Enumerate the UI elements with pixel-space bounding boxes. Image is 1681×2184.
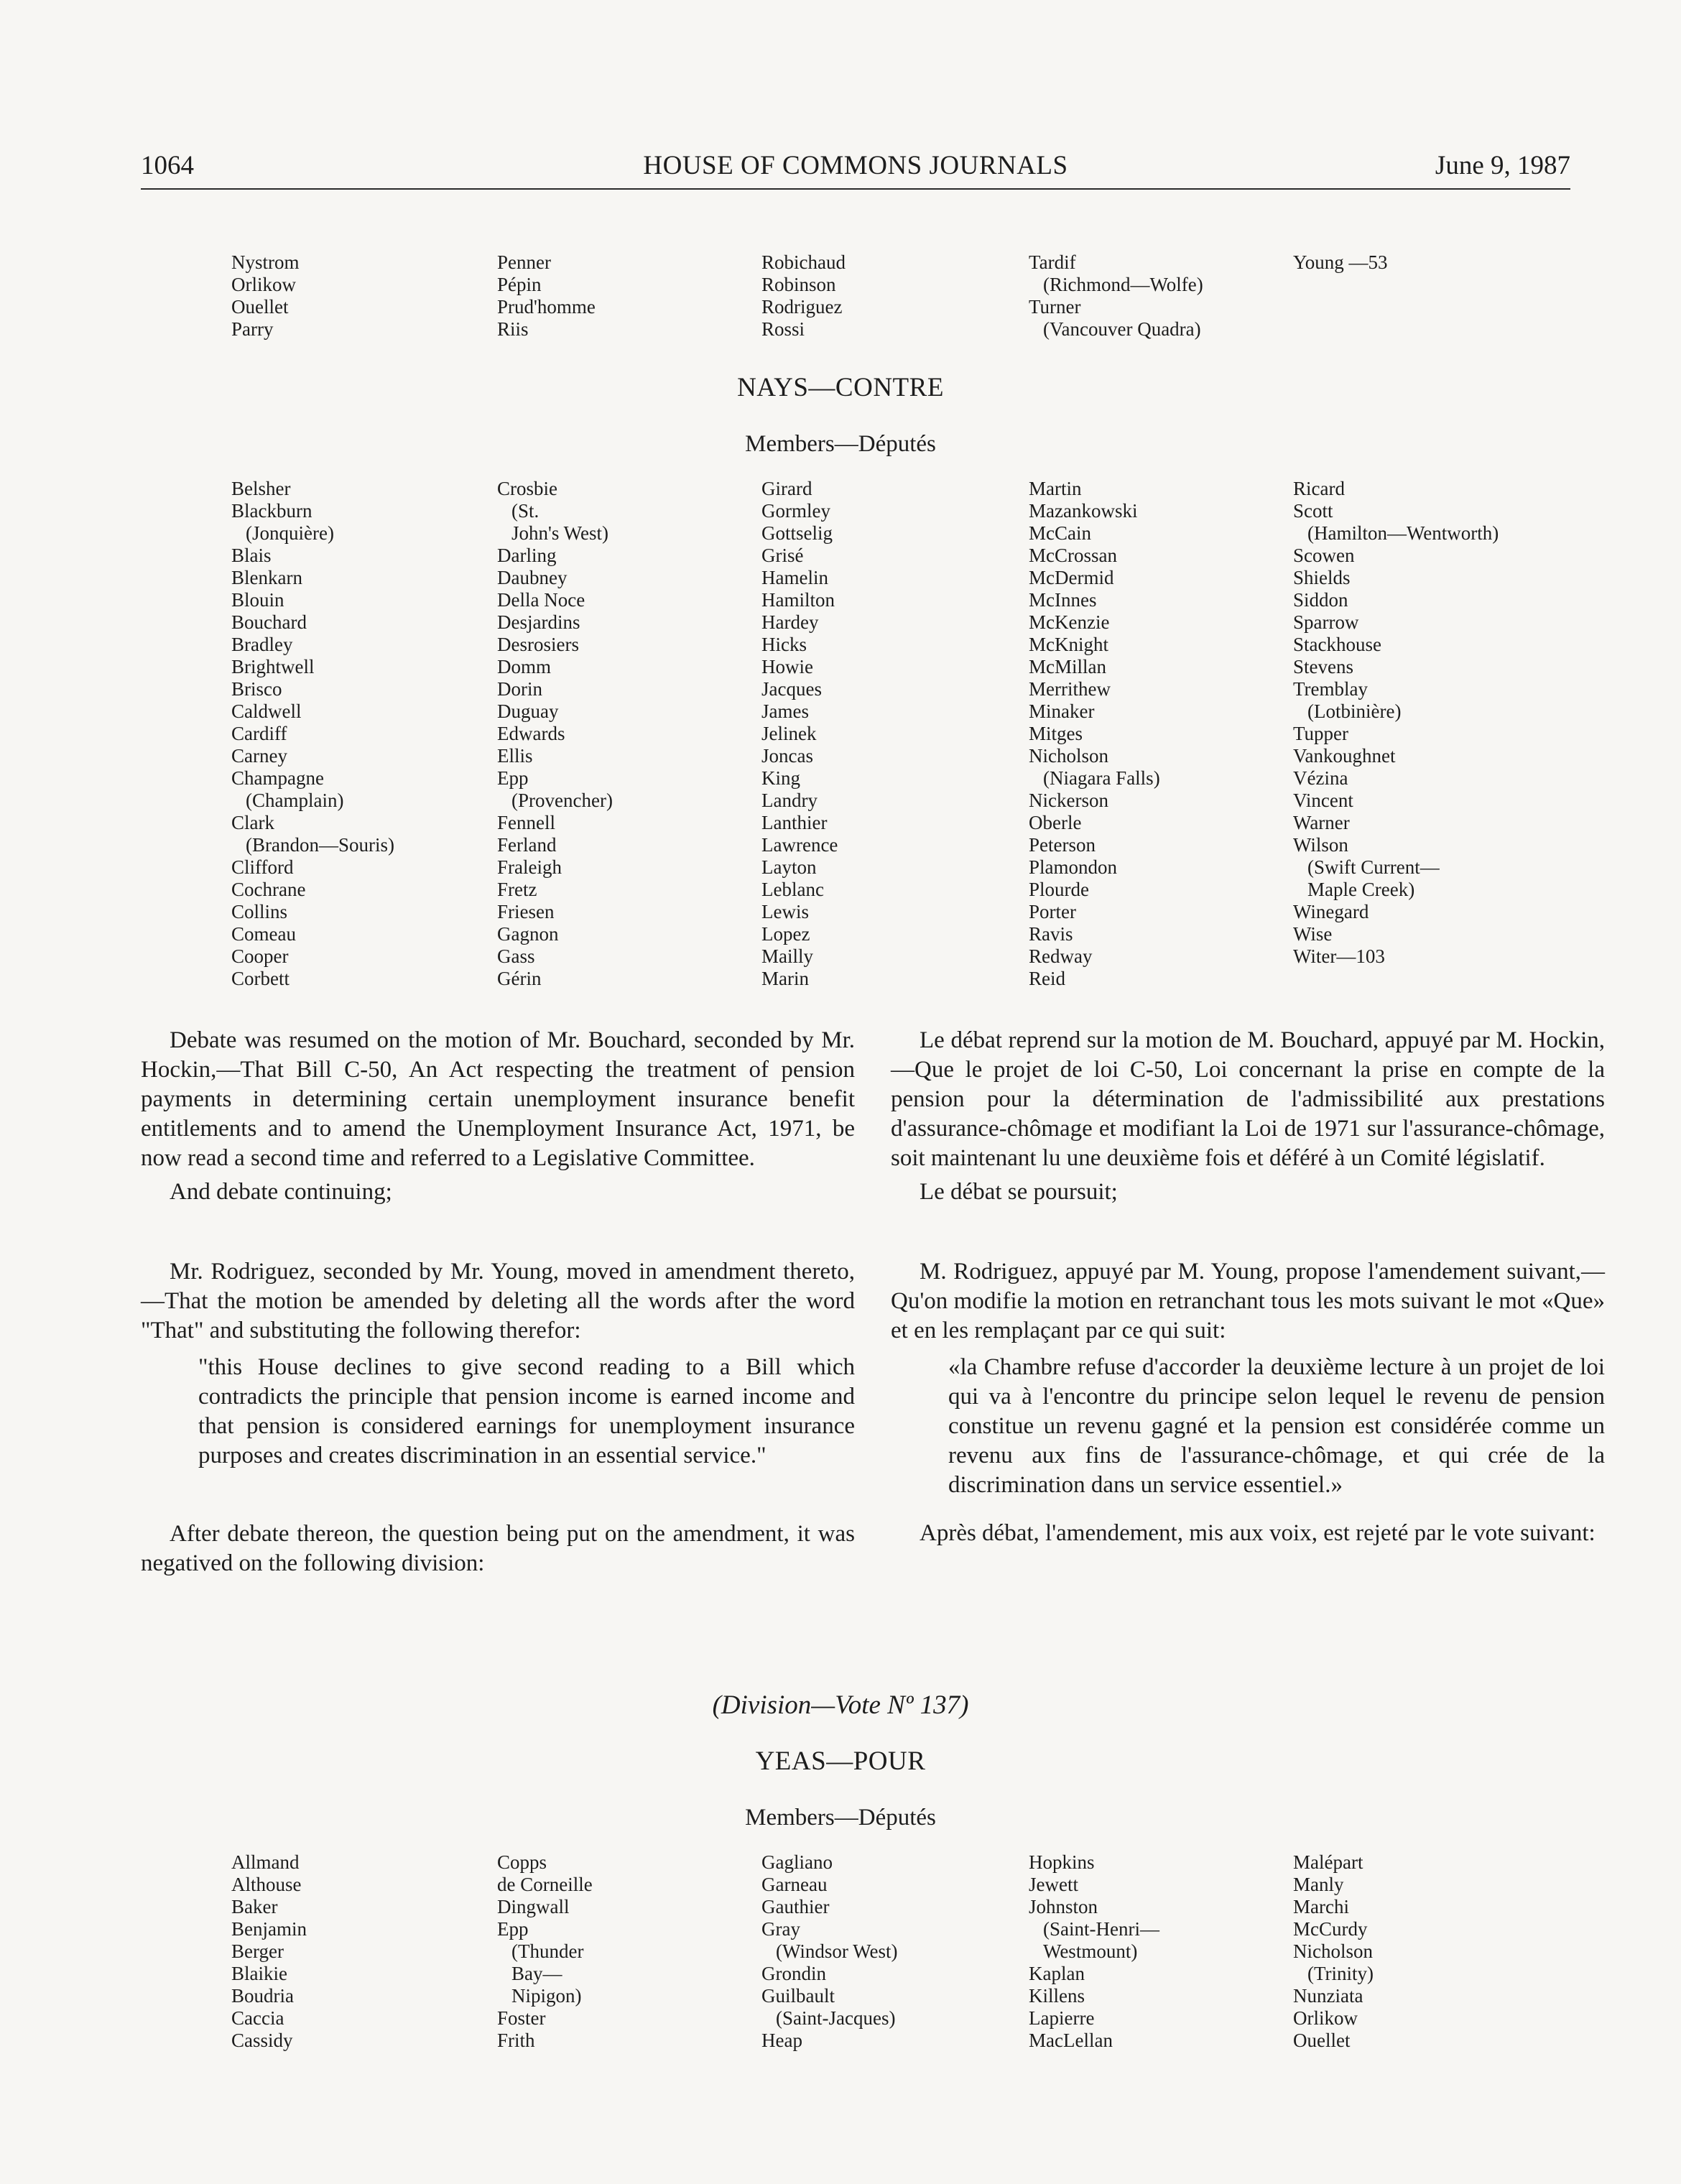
member-name: Manly	[1293, 1874, 1344, 1895]
member-name: Turner	[1029, 296, 1081, 318]
member-name: Killens	[1029, 1985, 1085, 2007]
member-name: Shields	[1293, 567, 1351, 588]
member-name: de Corneille	[497, 1874, 593, 1895]
member-column	[1293, 478, 1499, 968]
member-name: (Champlain)	[246, 790, 344, 811]
member-name: Champagne	[231, 767, 324, 789]
member-name: Orlikow	[231, 274, 296, 295]
member-name: Winegard	[1293, 901, 1369, 922]
member-name: Lewis	[761, 901, 809, 922]
member-name: Leblanc	[761, 879, 824, 900]
member-name: Mazankowski	[1029, 500, 1138, 522]
member-name: Brisco	[231, 678, 282, 700]
member-name: Oberle	[1029, 812, 1082, 833]
member-name: Rodriguez	[761, 296, 843, 318]
member-name: Nicholson	[1029, 745, 1108, 767]
member-name: Bradley	[231, 634, 293, 655]
member-name: Lopez	[761, 923, 810, 945]
member-name: (Niagara Falls)	[1043, 767, 1160, 789]
yeas-subheading: Members—Députés	[745, 1805, 936, 1831]
member-column	[497, 251, 596, 341]
member-name: Hamelin	[761, 567, 828, 588]
member-name: Cochrane	[231, 879, 306, 900]
member-name: Tupper	[1293, 723, 1349, 744]
member-name: Parry	[231, 318, 274, 340]
member-name: Ravis	[1029, 923, 1073, 945]
member-name: Dorin	[497, 678, 542, 700]
member-name: Gagnon	[497, 923, 559, 945]
member-name: Jelinek	[761, 723, 817, 744]
member-name: Nipigon)	[511, 1985, 582, 2007]
member-name: Reid	[1029, 968, 1065, 989]
member-name: Lawrence	[761, 834, 838, 856]
french-debate-resumed: Le débat reprend sur la motion de M. Bouchard, appuyé par M. Hockin,—Que le projet de loi C-50, Loi concernant la prise en compte de la pension pour la détermination de l'admissibilité aux prestations d'assurance-chômage et modifiant la Loi de 1971 sur l'assurance-chômage, soit maintenant lu une deuxième fois et déféré à un Comité législatif.	[891, 1027, 1605, 1171]
member-name: Corbett	[231, 968, 290, 989]
member-name: Crosbie	[497, 478, 557, 499]
member-name: Cassidy	[231, 2030, 293, 2051]
member-name: Bay—	[511, 1963, 562, 1984]
member-name: Joncas	[761, 745, 813, 767]
journal-date: June 9, 1987	[1435, 151, 1570, 180]
member-name: Ricard	[1293, 478, 1345, 499]
member-name: Blackburn	[231, 500, 312, 522]
member-name: Mailly	[761, 945, 813, 967]
member-name: Hopkins	[1029, 1851, 1095, 1873]
member-name: Tardif	[1029, 251, 1076, 273]
member-name: Redway	[1029, 945, 1093, 967]
member-name: Dingwall	[497, 1896, 570, 1917]
member-name: Boudria	[231, 1985, 294, 2007]
member-name: Friesen	[497, 901, 555, 922]
member-name: Benjamin	[231, 1918, 307, 1940]
member-name: McCurdy	[1293, 1918, 1368, 1940]
member-name: James	[761, 700, 809, 722]
member-name: Clifford	[231, 856, 294, 878]
member-name: Ellis	[497, 745, 533, 767]
member-name: (Jonquière)	[246, 522, 334, 544]
member-name: Gray	[761, 1918, 800, 1940]
member-name: Siddon	[1293, 589, 1348, 611]
nays-heading: NAYS—CONTRE	[737, 373, 944, 402]
member-name: (Thunder	[511, 1940, 584, 1962]
member-name: McMillan	[1029, 656, 1106, 677]
member-name: Nystrom	[231, 251, 300, 273]
member-name: Nicholson	[1293, 1940, 1373, 1962]
member-name: Plamondon	[1029, 856, 1118, 878]
member-column	[761, 251, 846, 341]
member-name: Lapierre	[1029, 2007, 1095, 2029]
division-heading: (Division—Vote Nº 137)	[712, 1690, 969, 1720]
member-name: Heap	[761, 2030, 802, 2051]
member-name: Rossi	[761, 318, 805, 340]
yeas-heading: YEAS—POUR	[755, 1746, 926, 1776]
member-column	[497, 478, 613, 990]
member-column	[497, 1851, 593, 2052]
member-name: Plourde	[1029, 879, 1089, 900]
member-name: Duguay	[497, 700, 559, 722]
member-name: Robichaud	[761, 251, 846, 273]
member-name: Nunziata	[1293, 1985, 1363, 2007]
member-name: Gass	[497, 945, 535, 967]
member-name: Ouellet	[231, 296, 289, 318]
member-name: Merrithew	[1029, 678, 1111, 700]
member-name: Blouin	[231, 589, 284, 611]
member-name: Bouchard	[231, 611, 307, 633]
member-name: Guilbault	[761, 1985, 835, 2007]
member-column	[761, 478, 838, 990]
member-column	[231, 478, 394, 990]
member-name: Fraleigh	[497, 856, 562, 878]
member-name: (Trinity)	[1307, 1963, 1374, 1984]
member-name: Marin	[761, 968, 809, 989]
member-name: (Brandon—Souris)	[246, 834, 394, 856]
member-name: Baker	[231, 1896, 278, 1917]
member-name: Johnston	[1029, 1896, 1098, 1917]
member-name: Scott	[1293, 500, 1333, 522]
french-amendment-motion: M. Rodriguez, appuyé par M. Young, propose l'amendement suivant,—Qu'on modifie la motion en retranchant tous les mots suivant le mot «Que» et en les remplaçant par ce qui suit:	[891, 1259, 1605, 1343]
member-name: Vézina	[1293, 767, 1348, 789]
member-name: Allmand	[231, 1851, 300, 1873]
member-name: Girard	[761, 478, 812, 499]
member-name: Copps	[497, 1851, 547, 1873]
member-name: Cardiff	[231, 723, 287, 744]
member-name: Jewett	[1029, 1874, 1078, 1895]
member-name: Orlikow	[1293, 2007, 1358, 2029]
member-name: Scowen	[1293, 545, 1355, 566]
member-name: Comeau	[231, 923, 296, 945]
page-header	[141, 148, 1570, 188]
member-name: (Lotbinière)	[1307, 700, 1402, 722]
member-name: Vankoughnet	[1293, 745, 1396, 767]
member-name: Porter	[1029, 901, 1076, 922]
member-name: Peterson	[1029, 834, 1096, 856]
member-name: (Hamilton—Wentworth)	[1307, 522, 1499, 544]
member-name: (Richmond—Wolfe)	[1043, 274, 1203, 295]
member-name: Garneau	[761, 1874, 828, 1895]
member-name: Howie	[761, 656, 813, 677]
member-name: Frith	[497, 2030, 535, 2051]
member-name: Wilson	[1293, 834, 1348, 856]
member-name: John's West)	[511, 522, 608, 544]
header-rule	[141, 188, 1570, 190]
member-name: Fennell	[497, 812, 555, 833]
member-name: Blaikie	[231, 1963, 287, 1984]
member-name: (Saint-Jacques)	[776, 2007, 896, 2029]
member-name: (Vancouver Quadra)	[1043, 318, 1201, 340]
member-name: Epp	[497, 1918, 529, 1940]
member-name: Gauthier	[761, 1896, 830, 1917]
member-name: Grisé	[761, 545, 804, 566]
member-name: Stevens	[1293, 656, 1353, 677]
member-name: Ferland	[497, 834, 557, 856]
english-division-intro: After debate thereon, the question being put on the amendment, it was negatived on the following division:	[141, 1521, 855, 1576]
nays-subheading: Members—Députés	[745, 431, 936, 457]
member-name: McDermid	[1029, 567, 1114, 588]
member-name: Vincent	[1293, 790, 1353, 811]
member-name: Wise	[1293, 923, 1333, 945]
member-name: Fretz	[497, 879, 537, 900]
member-name: (Swift Current—	[1307, 856, 1440, 878]
english-column	[141, 1026, 855, 1578]
member-name: Desjardins	[497, 611, 580, 633]
member-name: Epp	[497, 767, 529, 789]
english-debate-continuing: And debate continuing;	[170, 1179, 392, 1205]
member-name: Pépin	[497, 274, 542, 295]
member-name: Foster	[497, 2007, 546, 2029]
member-name: Kaplan	[1029, 1963, 1085, 1984]
member-name: Hamilton	[761, 589, 835, 611]
member-name: Jacques	[761, 678, 822, 700]
member-name: Della Noce	[497, 589, 585, 611]
member-column	[1029, 251, 1203, 341]
member-name: Clark	[231, 812, 274, 833]
member-column	[761, 1851, 897, 2052]
french-amendment-quote: «la Chambre refuse d'accorder la deuxième lecture à un projet de loi qui va à l'encontre du principe selon lequel le revenu de pension constitue un revenu gagné et la pension est considérée comme un revenu aux fins de l'assurance-chômage, et qui crée de la discrimination dans un service essentiel.»	[948, 1354, 1605, 1498]
member-name: Ouellet	[1293, 2030, 1351, 2051]
member-name: Caccia	[231, 2007, 284, 2029]
member-name: (St.	[511, 500, 540, 522]
member-name: Blais	[231, 545, 272, 566]
member-name: Domm	[497, 656, 552, 677]
member-name: (Provencher)	[511, 790, 613, 811]
member-name: Malépart	[1293, 1851, 1363, 1873]
member-name: Witer—103	[1293, 945, 1385, 967]
member-name: Stackhouse	[1293, 634, 1381, 655]
member-name: McCain	[1029, 522, 1091, 544]
member-name: Tremblay	[1293, 678, 1369, 700]
member-name: Martin	[1029, 478, 1082, 499]
member-name: Blenkarn	[231, 567, 302, 588]
member-name: Althouse	[231, 1874, 302, 1895]
member-name: Gormley	[761, 500, 830, 522]
member-name: Grondin	[761, 1963, 826, 1984]
member-name: MacLellan	[1029, 2030, 1113, 2051]
member-name: Hicks	[761, 634, 807, 655]
member-name: Layton	[761, 856, 817, 878]
member-column	[1029, 1851, 1159, 2052]
page-number: 1064	[141, 151, 194, 180]
journal-title: HOUSE OF COMMONS JOURNALS	[643, 151, 1068, 180]
member-name: Daubney	[497, 567, 568, 588]
member-column	[231, 251, 300, 341]
member-name: King	[761, 767, 800, 789]
member-column	[231, 1851, 307, 2052]
member-name: Caldwell	[231, 700, 302, 722]
member-name: Gottselig	[761, 522, 833, 544]
member-name: Gérin	[497, 968, 542, 989]
french-division-intro: Après débat, l'amendement, mis aux voix, est rejeté par le vote suivant:	[920, 1520, 1596, 1546]
member-name: Westmount)	[1043, 1940, 1138, 1962]
member-name: Edwards	[497, 723, 565, 744]
english-amendment-quote: "this House declines to give second reading to a Bill which contradicts the principle that pension income is earned income and that pension is considered earnings for unemployment insurance purposes and creates discrimination in an essential service."	[198, 1354, 855, 1468]
member-name: Robinson	[761, 274, 836, 295]
member-name: McKnight	[1029, 634, 1108, 655]
member-name: Collins	[231, 901, 288, 922]
member-name: Brightwell	[231, 656, 315, 677]
member-name: McInnes	[1029, 589, 1097, 611]
member-name: Minaker	[1029, 700, 1095, 722]
member-name: Marchi	[1293, 1896, 1349, 1917]
english-debate-resumed: Debate was resumed on the motion of Mr. Bouchard, seconded by Mr. Hockin,—That Bill C-50, An Act respecting the treatment of pension payments in determining certain unemployment insurance benefit entitlements and to amend the Unemployment Insurance Act, 1971, be now read a second time and referred to a Legislative Committee.	[141, 1027, 855, 1171]
member-column	[1293, 251, 1388, 274]
member-name: Riis	[497, 318, 529, 340]
member-name: Young —53	[1293, 251, 1388, 273]
member-name: Desrosiers	[497, 634, 579, 655]
member-name: (Windsor West)	[776, 1940, 898, 1962]
member-name: Warner	[1293, 812, 1350, 833]
member-name: Belsher	[231, 478, 291, 499]
member-name: McCrossan	[1029, 545, 1117, 566]
member-name: Penner	[497, 251, 551, 273]
member-name: Lanthier	[761, 812, 828, 833]
member-column	[1293, 1851, 1374, 2052]
member-name: Cooper	[231, 945, 289, 967]
french-column	[891, 1026, 1605, 1548]
member-name: Landry	[761, 790, 818, 811]
member-name: Gagliano	[761, 1851, 833, 1873]
member-name: Berger	[231, 1940, 284, 1962]
member-name: Darling	[497, 545, 557, 566]
member-name: McKenzie	[1029, 611, 1110, 633]
member-name: Sparrow	[1293, 611, 1359, 633]
english-amendment-motion: Mr. Rodriguez, seconded by Mr. Young, moved in amendment thereto,—That the motion be amended by deleting all the words after the word "That" and substituting the following therefor:	[141, 1259, 855, 1343]
member-name: Mitges	[1029, 723, 1083, 744]
french-debate-continuing: Le débat se poursuit;	[920, 1179, 1118, 1205]
member-name: Prud'homme	[497, 296, 596, 318]
member-name: Nickerson	[1029, 790, 1108, 811]
member-name: Carney	[231, 745, 287, 767]
member-column	[1029, 478, 1160, 990]
member-name: Maple Creek)	[1307, 879, 1415, 900]
member-name: (Saint-Henri—	[1043, 1918, 1159, 1940]
member-name: Hardey	[761, 611, 819, 633]
